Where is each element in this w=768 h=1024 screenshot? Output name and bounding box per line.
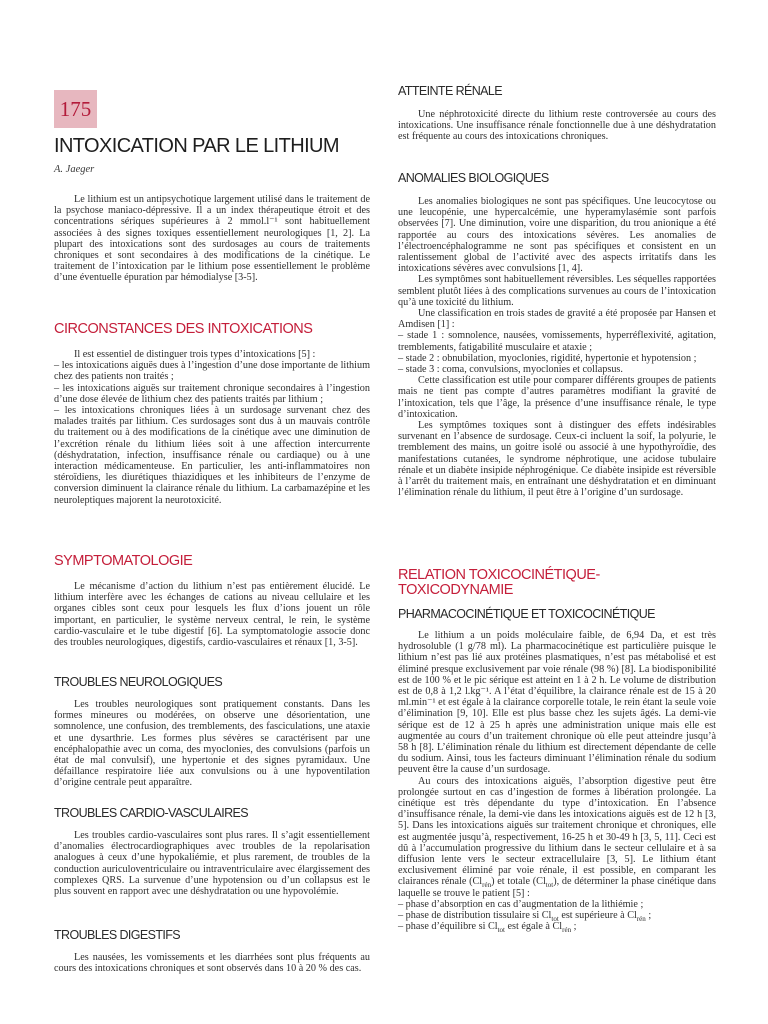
phase-text: ; bbox=[571, 921, 577, 933]
circumstances-section bbox=[54, 322, 370, 506]
pk-text: ) et totale (Cl bbox=[491, 876, 546, 888]
circumstances-list-item: – les intoxications chroniques liées à un surdosage survenant chez des malades traités par lithium. Ces surdosages sont dus à un mauvais contrôle du traitement ou à des modifications de la cinétique avec une diminution de l’excrétion rénale du lithium liées soit à une affection intercurrente (déshydratation, infection, insuffisance rénale ou cardiaque) ou à une interaction médicamenteuse. En particulier, les anti-inflammatoires non stéroïdiens, les diurétiques thiazidiques et les inhibiteurs de l’enzyme de conversion diminuent la clairance rénale du lithium. La carbamazépine et les neuroleptiques majorent la neurotoxicité. bbox=[54, 405, 370, 506]
pk-text: ), de déterminer la phase cinétique dans laquelle se trouve le patient [5] : bbox=[398, 876, 716, 899]
biology-section bbox=[398, 171, 716, 498]
phase-subscript: rén bbox=[636, 915, 646, 924]
neuro-paragraph: Les troubles neurologiques sont pratiquement constants. Dans les formes mineures ou modérées, on observe une désorientation, une somnolence, une confusion, des tremblements, des fasciculations, une ataxie et une dysarthrie. Les formes plus sévères se caractérisent par une encéphalopathie avec un coma, des myoclonies, des convulsions (parfois un état de mal convulsif), une hypertonie et des signes pyramidaux. Une défaillance respiratoire liée aux convulsions ou à une hypoventilation d’origine centrale peut apparaître. bbox=[54, 699, 370, 789]
renal-paragraph: Une néphrotoxicité directe du lithium reste controversée au cours des intoxications. Une insuffisance rénale fonctionnelle due à une déshydratation est fréquente au cours des intoxications chroniques. bbox=[398, 109, 716, 143]
symptomatology-section bbox=[54, 554, 370, 648]
circumstances-intro: Il est essentiel de distinguer trois types d’intoxications [5] : bbox=[74, 349, 316, 360]
pharmacokinetics-heading: PHARMACOCINÉTIQUE ET TOXICOCINÉTIQUE bbox=[398, 607, 655, 621]
page-title: INTOXICATION PAR LE LITHIUM bbox=[54, 135, 339, 157]
author-name: A. Jaeger bbox=[54, 164, 95, 175]
phase-list-item: – phase d’absorption en cas d’augmentation de la lithiémie ; bbox=[398, 898, 644, 910]
biology-paragraph: Les symptômes sont habituellement réversibles. Les séquelles rapportées semblent plutôt liées à des complications survenues au cours de l’intoxication qu’à une toxicité du lithium. bbox=[398, 274, 716, 308]
renal-heading: ATTEINTE RÉNALE bbox=[398, 84, 502, 98]
phase-subscript: tot bbox=[497, 926, 505, 935]
symptomatology-heading: SYMPTOMATOLOGIE bbox=[54, 553, 193, 569]
phase-subscript: rén bbox=[562, 926, 572, 935]
neuro-heading: TROUBLES NEUROLOGIQUES bbox=[54, 675, 223, 689]
biology-paragraph: Cette classification est utile pour comparer différents groupes de patients mais ne tient pas compte d’autres paramètres modifiant la gravité de l’intoxication, tels que l’âge, la présence d’une insuffisance rénale, le type d’intoxication. bbox=[398, 375, 716, 420]
cardio-section bbox=[54, 806, 370, 897]
digestive-paragraph: Les nausées, les vomissements et les diarrhées sont plus fréquents au cours des intoxications chroniques et sont observés dans 10 à 20 % des cas. bbox=[54, 952, 370, 975]
relation-heading-line2: TOXICODYNAMIE bbox=[398, 582, 513, 598]
digestive-section bbox=[54, 928, 370, 974]
pharmacokinetics-paragraph: Le lithium a un poids moléculaire faible, de 6,94 Da, et est très hydrosoluble (1 g/78 ml). La pharmacocinétique est particulière puisque le lithium n’est pas lié aux protéines plasmatiques, n’est pas métabolisé et est éliminé presque exclusivement par voie rénale (98 %) [8]. La biodisponibilité est de 100 % et le pic sérique est atteint en 1 à 2 h. Le volume de distribution est de 0,8 à 1,2 l.kg⁻¹. A l’état d’équilibre, la clairance rénale est de 15 à 20 ml.min⁻¹ et est égale à la clairance corporelle totale, le rein étant la seule voie d’élimination [9, 10]. Elle est plus basse chez les sujets âgés. La demi-vie sérique est de 12 à 25 h après une administration unique mais elle est augmentée au cours d’un traitement chronique où elle peut atteindre jusqu’à 58 h [8]. L’élimination rénale du lithium est directement dépendante de celle du sodium. Ainsi, tous les facteurs diminuant l’élimination rénale du sodium peuvent être la cause d’un surdosage. bbox=[398, 630, 716, 776]
pharmacokinetics-paragraph-2 bbox=[398, 776, 716, 899]
relation-heading-line1: RELATION TOXICOCINÉTIQUE- bbox=[398, 567, 600, 583]
digestive-heading: TROUBLES DIGESTIFS bbox=[54, 928, 181, 942]
stage-list-item: – stade 3 : coma, convulsions, myoclonies et collapsus. bbox=[398, 364, 623, 376]
circumstances-list-item: – les intoxications aiguës dues à l’ingestion d’une dose importante de lithium chez des patients non traités ; bbox=[54, 360, 370, 383]
renal-section bbox=[398, 84, 716, 143]
pk-subscript: tot bbox=[545, 881, 554, 890]
intro-paragraph: Le lithium est un antipsychotique largement utilisé dans le traitement de la psychose maniaco-dépressive. Il a un index thérapeutique étroit et des concentrations sériques supérieures à 2 mmol.l⁻¹ sont habituellement associées à des signes toxiques essentiellement neurologiques [1, 2]. La plupart des intoxications sont des surdosages au cours de traitements chroniques et sont secondaires à des modifications de la cinétique. Le traitement de l’intoxication par le lithium pose essentiellement le problème d’une éventuelle épuration par hémodialyse [3-5]. bbox=[54, 194, 370, 284]
phase-text: – phase d’équilibre si Cl bbox=[398, 921, 498, 933]
biology-paragraph: Les symptômes toxiques sont à distinguer des effets indésirables survenant en l’absence de surdosage. Ceux-ci incluent la soif, la polyurie, le tremblement des mains, un goitre isolé ou associé à une hypothyroïdie, des manifestations cutanées, le syndrome néphrotique, une acidose tubulaire rénale et un diabète insipide néphrogénique. Ce diabète insipide est réversible à l’arrêt du traitement mais, en entraînant une déshydratation et en diminuant l’élimination rénale du lithium, il peut être à l’origine d’un surdosage. bbox=[398, 420, 716, 499]
biology-paragraph: Les anomalies biologiques ne sont pas spécifiques. Une leucocytose ou une leucopénie, une hypercalcémie, une hyperamylasémie sont parfois observées [7]. Une diminution, voire une disparition, du trou anionique a été rapportée au cours des intoxications sévères. Les anomalies de l’électroencéphalogramme ne sont pas spécifiques et consistent en un ralentissement global de l’activité avec des aspects irritatifs dans les intoxications sévères avec convulsions [1, 4]. bbox=[398, 196, 716, 275]
circumstances-list-item: – les intoxications aiguës sur traitement chronique secondaires à l’ingestion d’une dose élevée de lithium chez des patients traités par lithium ; bbox=[54, 382, 370, 405]
phase-text: est égale à Cl bbox=[504, 921, 563, 933]
cardio-heading: TROUBLES CARDIO-VASCULAIRES bbox=[54, 806, 249, 820]
phase-text: ; bbox=[645, 910, 652, 922]
phase-subscript: tot bbox=[551, 915, 559, 924]
stage-list-item: – stade 2 : obnubilation, myoclonies, rigidité, hypertonie et hypotension ; bbox=[398, 352, 697, 364]
cardio-paragraph: Les troubles cardio-vasculaires sont plus rares. Il s’agit essentiellement d’anomalies électrocardiographiques avec troubles de la repolarisation analogues à ceux d’une hypokaliémie, et plus rarement, de troubles de la conduction auriculoventriculaire ou intraventriculaire avec élargissement des complexes QRS. La survenue d’une hypotension ou d’un collapsus est le plus souvent en rapport avec une déshydratation ou une hypovolémie. bbox=[54, 830, 370, 898]
symptomatology-paragraph: Le mécanisme d’action du lithium n’est pas entièrement élucidé. Le lithium interfère avec les échanges de cations au niveau cellulaire et les organes cibles sont ceux pour lesquels les flux d’ions jouent un rôle important, en particulier, le système nerveux central, le rein, le système cardio-vasculaire et le tube digestif [6]. La symptomatologie associe donc des troubles neurologiques, digestifs, cardio-vasculaires et rénaux [1, 3-5]. bbox=[54, 581, 370, 649]
phase-text: – phase de distribution tissulaire si Cl bbox=[398, 910, 552, 922]
phase-list-item bbox=[398, 910, 716, 924]
biology-heading: ANOMALIES BIOLOGIQUES bbox=[398, 171, 549, 185]
relation-section bbox=[398, 567, 716, 935]
relation-heading bbox=[398, 568, 716, 598]
phase-text: est supérieure à Cl bbox=[558, 910, 637, 922]
phase-list-item bbox=[398, 921, 716, 935]
biology-paragraph: Une classification en trois stades de gravité a été proposée par Hansen et Amdisen [1] : bbox=[398, 308, 716, 331]
pk-subscript: rén bbox=[482, 881, 492, 890]
neuro-section bbox=[54, 675, 370, 789]
intro-section bbox=[54, 194, 370, 284]
pk-text: Au cours des intoxications aiguës, l’absorption digestive peut être prolongée surtout en cas d’ingestion de formes à libération prolongée. La cinétique est très dépendante du type d’intoxication. En l’absence d’insuffisance rénale, la demi-vie dans les intoxications aiguës est de 12 h [3, 5]. Dans les intoxications aiguës sur traitement chronique et chroniques, elle est augmentée jusqu’à, respectivement, 16-25 h et 30-49 h [3, 5, 11]. Ceci est dû à l’accumulation progressive du lithium dans le secteur cellulaire et à sa diffusion lente vers le secteur extracellulaire [3, 5]. Le lithium étant exclusivement éliminé par voie rénale, il est possible, en comparant les clairances rénale (Cl bbox=[398, 775, 716, 888]
circumstances-heading: CIRCONSTANCES DES INTOXICATIONS bbox=[54, 321, 313, 337]
chapter-number-badge: 175 bbox=[54, 90, 97, 128]
stage-list-item: – stade 1 : somnolence, nausées, vomissements, hyperréflexivité, agitation, tremblements, fatigabilité musculaire et ataxie ; bbox=[398, 330, 716, 353]
